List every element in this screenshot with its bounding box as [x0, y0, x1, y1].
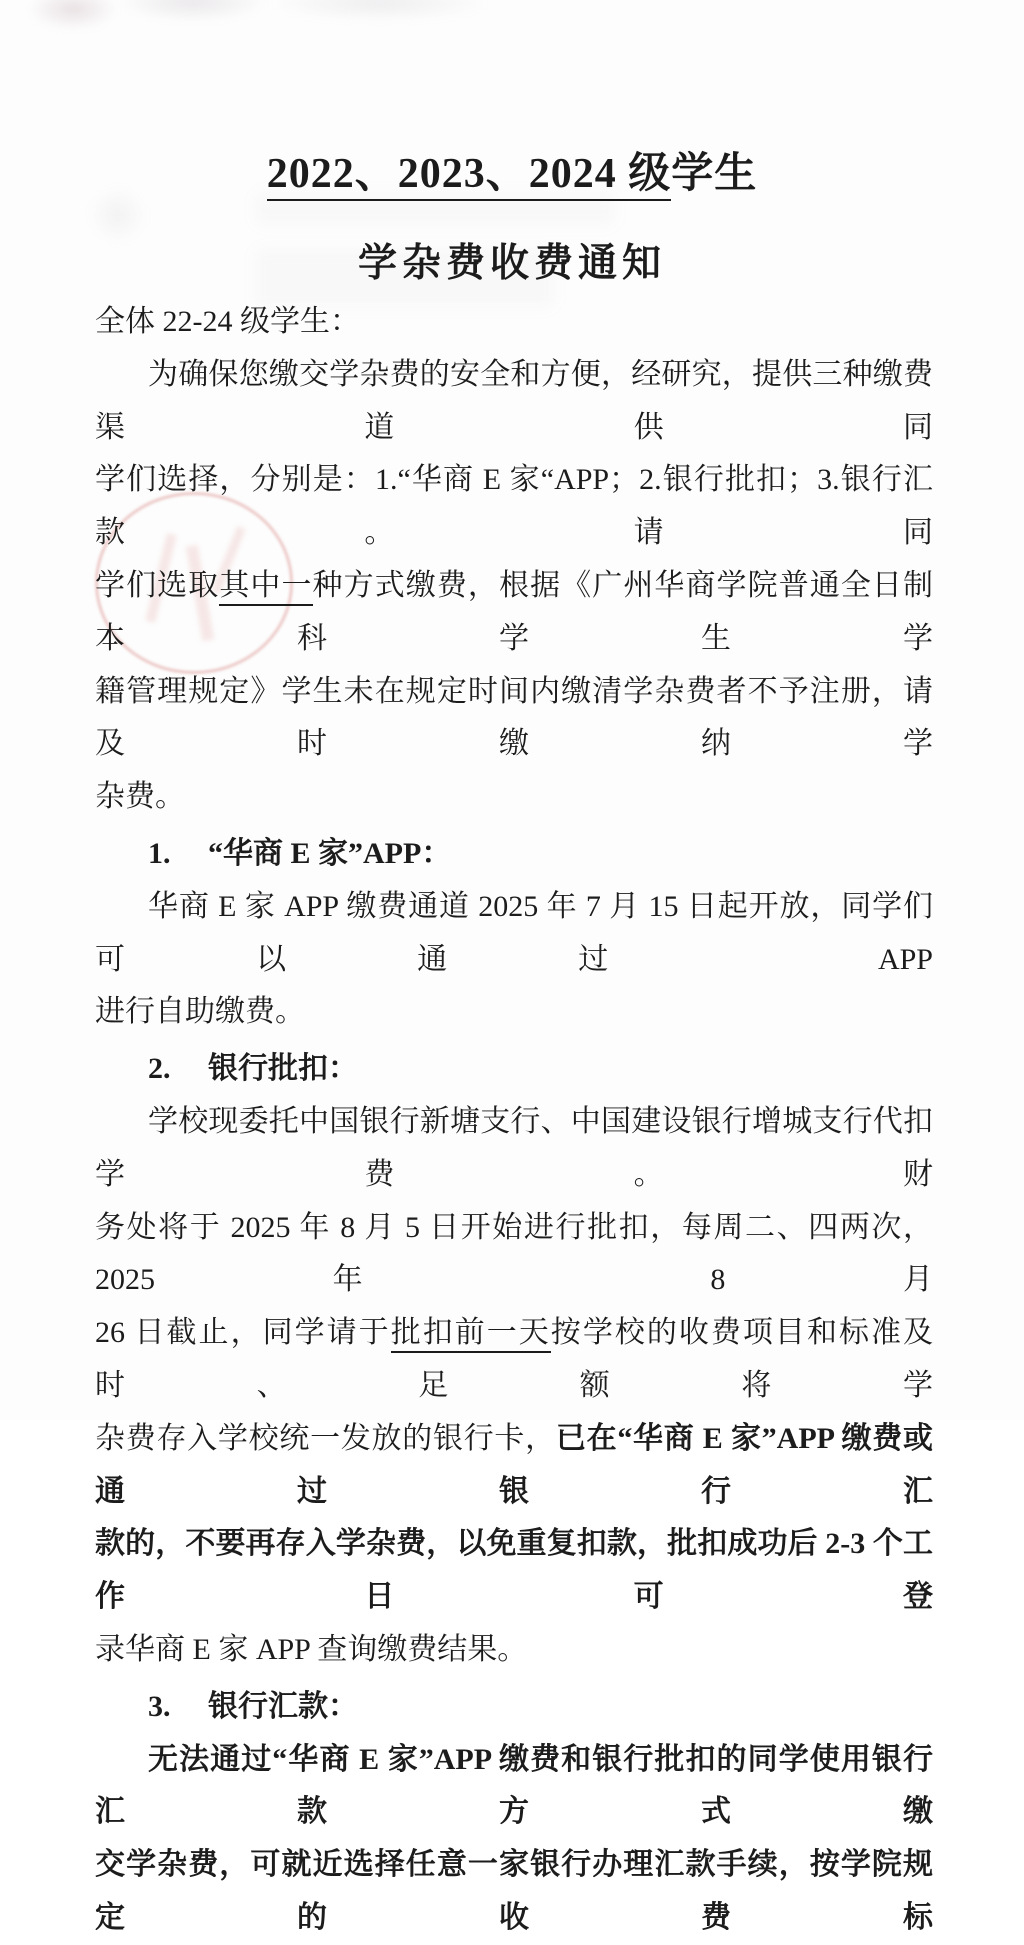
title-line-2: 学杂费收费通知	[357, 242, 666, 285]
text-line	[95, 881, 933, 987]
text-segment: 进行自助缴费。	[95, 995, 305, 1029]
text-segment: 杂费存入学校统一发放的银行卡，	[95, 1421, 556, 1455]
text-segment: 全体 22-24 级学生：	[95, 305, 360, 338]
text-line	[95, 666, 933, 772]
text-line	[95, 1624, 933, 1677]
text-segment: 已在“华商 E 家”APP 缴费或通过银行汇	[95, 1421, 934, 1508]
text-segment: 籍管理规定》学生未在规定时间内缴清学杂费者不予注册，请及时缴纳学	[95, 674, 933, 761]
text-segment: 款的，不要再存入学杂费，以免重复扣款，批扣成功后 2-3 个工作日可登	[95, 1527, 933, 1614]
document-body	[95, 296, 933, 1945]
text-line	[95, 1839, 933, 1945]
text-line	[95, 349, 933, 455]
text-segment: 务处将于 2025 年 8 月 5 日开始进行批扣，每周二、四两次，2025 年 8 月	[95, 1210, 933, 1297]
text-line	[95, 1734, 933, 1840]
text-segment: 1. “华商 E 家”APP：	[148, 836, 452, 870]
section-heading	[95, 1043, 933, 1096]
text-segment: 按学校的收费项目和标准及时、足额将学	[95, 1316, 934, 1402]
text-line	[95, 1518, 933, 1624]
text-line	[95, 454, 933, 560]
section-heading	[95, 828, 933, 881]
ink-smudge	[118, 0, 268, 22]
text-segment: 26 日截止，同学请于	[95, 1316, 391, 1350]
text-segment: 3. 银行汇款：	[148, 1689, 358, 1723]
underlined-text: 2022、2023、2024 级	[267, 151, 672, 201]
section-heading	[95, 1681, 933, 1734]
document-title	[0, 140, 1024, 288]
title-line-1	[0, 140, 1024, 200]
text-line	[95, 771, 933, 824]
underlined-text: 批扣前一天	[391, 1316, 551, 1353]
text-line	[95, 1413, 933, 1519]
ink-smudge	[28, 0, 118, 30]
text-segment: 学们选择，分别是：1.“华商 E 家“APP；2.银行批扣；3.银行汇款。请同	[95, 463, 933, 550]
text-segment: 录华商 E 家 APP 查询缴费结果。	[95, 1632, 528, 1666]
text-line	[95, 1202, 933, 1308]
text-line	[95, 1307, 933, 1413]
text-segment: 学们选取	[95, 568, 220, 602]
text-segment: 2. 银行批扣：	[148, 1052, 358, 1086]
text-line	[95, 1096, 933, 1202]
text-segment: 华商 E 家 APP 缴费通道 2025 年 7 月 15 日起开放，同学们可以通过 APP	[95, 889, 933, 976]
text-segment: 杂费。	[95, 780, 185, 814]
text-line	[95, 986, 933, 1039]
text-segment: 交学杂费，可就近选择任意一家银行办理汇款手续，按学院规定的收费标	[95, 1848, 933, 1934]
text-segment: 学校现委托中国银行新塘支行、中国建设银行增城支行代扣学费。财	[95, 1104, 933, 1191]
text-segment: 种方式缴费，根据《广州华商学院普通全日制本科学生学	[95, 568, 934, 655]
underlined-text: 其中一	[219, 569, 312, 606]
ink-smudge	[270, 0, 490, 22]
text-line	[95, 296, 933, 349]
text-segment: 为确保您缴交学杂费的安全和方便，经研究，提供三种缴费渠道供同	[95, 357, 933, 444]
text-segment: 学生	[671, 151, 758, 197]
text-segment: 无法通过“华商 E 家”APP 缴费和银行批扣的同学使用银行汇款方式缴	[95, 1742, 933, 1829]
text-line	[95, 560, 933, 666]
